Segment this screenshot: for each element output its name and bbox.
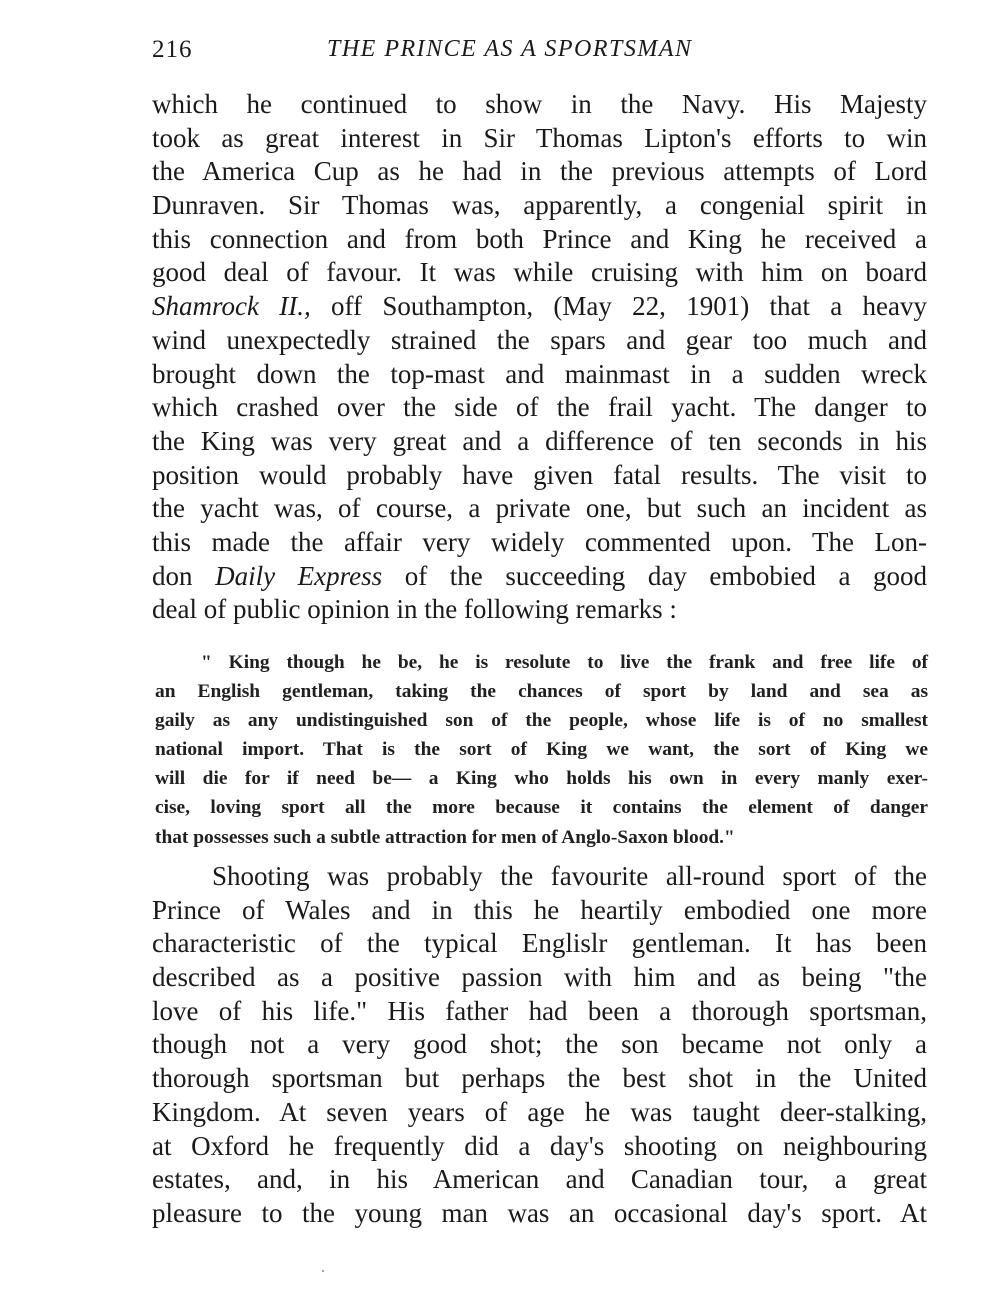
text-line: wind unexpectedly strained the spars and gear too much and [152,324,927,355]
text-fragment: off Southampton, (May 22, 1901) that a heavy [331,291,927,322]
text-line: position would probably have given fatal results. The visit to [152,459,927,490]
text-line: which he continued to show in the Navy. His Majesty [152,89,927,119]
text-line: Kingdom. At seven years of age he was taught deer-stalking, [152,1096,927,1127]
text-line: this made the affair very widely commented upon. The Lon- [152,526,927,557]
text-line: Prince of Wales and in this he heartily embodied one more [152,894,927,925]
quote-line: cise, loving sport all the more because it contains the element of danger [155,797,928,819]
text-fragment: don [152,560,193,591]
quote-line: an English gentleman, taking the chances of sport by land and sea as [155,681,928,703]
text-line: this connection and from both Prince and King he received a [152,223,927,254]
paragraph-2 [152,860,927,1231]
text-line: which crashed over the side of the frail yacht. The danger to [152,392,927,423]
text-line: thorough sportsman but perhaps the best shot in the United [152,1063,927,1094]
text-line: characteristic of the typical Englislr gentleman. It has been [152,928,927,959]
text-line: Shooting was probably the favourite all-round sport of the [212,861,927,891]
newspaper-name: Daily Express [215,560,383,591]
text-line: the King was very great and a difference of ten seconds in his [152,425,927,456]
quote-line: will die for if need be— a King who holds his own in every manly exer- [155,768,928,790]
text-line: estates, and, in his American and Canadian tour, a great [152,1164,927,1195]
text-line: pleasure to the young man was an occasional day's sport. At [152,1197,927,1228]
paragraph-1 [152,88,927,627]
text-line: though not a very good shot; the son became not only a [152,1029,927,1060]
text-line: Dunraven. Sir Thomas was, apparently, a congenial spirit in [152,190,927,221]
text-line: the America Cup as he had in the previous attempts of Lord [152,156,927,187]
quote-line: gaily as any undistinguished son of the people, whose life is of no smallest [155,710,928,732]
text-fragment: of the succeeding day embobied a good [404,560,928,591]
text-line: the yacht was, of course, a private one, but such an incident as [152,493,927,524]
running-title: THE PRINCE AS A SPORTSMAN [327,36,693,62]
text-line: love of his life." His father had been a thorough sportsman, [152,995,927,1026]
page-number: 216 [152,36,193,63]
text-line-ship [152,290,927,324]
running-header [152,36,927,70]
text-line: brought down the top-mast and mainmast in a sudden wreck [152,358,927,389]
text-line: described as a positive passion with him and as being "the [152,962,927,993]
quote-line: " King though he be, he is resolute to live the frank and free life of [201,652,928,673]
ship-name: Shamrock II., [152,291,311,322]
print-speck [322,1270,324,1272]
text-line: deal of public opinion in the following remarks : [152,594,677,625]
quote-line: national import. That is the sort of King we want, the sort of King we [155,739,928,761]
block-quotation [155,648,928,852]
text-line: at Oxford he frequently did a day's shooting on neighbouring [152,1130,927,1161]
text-line: took as great interest in Sir Thomas Lipton's efforts to win [152,122,927,153]
quote-line: that possesses such a subtle attraction for men of Anglo-Saxon blood." [155,826,735,848]
text-line-paper [152,560,927,594]
text-line: good deal of favour. It was while cruising with him on board [152,257,927,288]
